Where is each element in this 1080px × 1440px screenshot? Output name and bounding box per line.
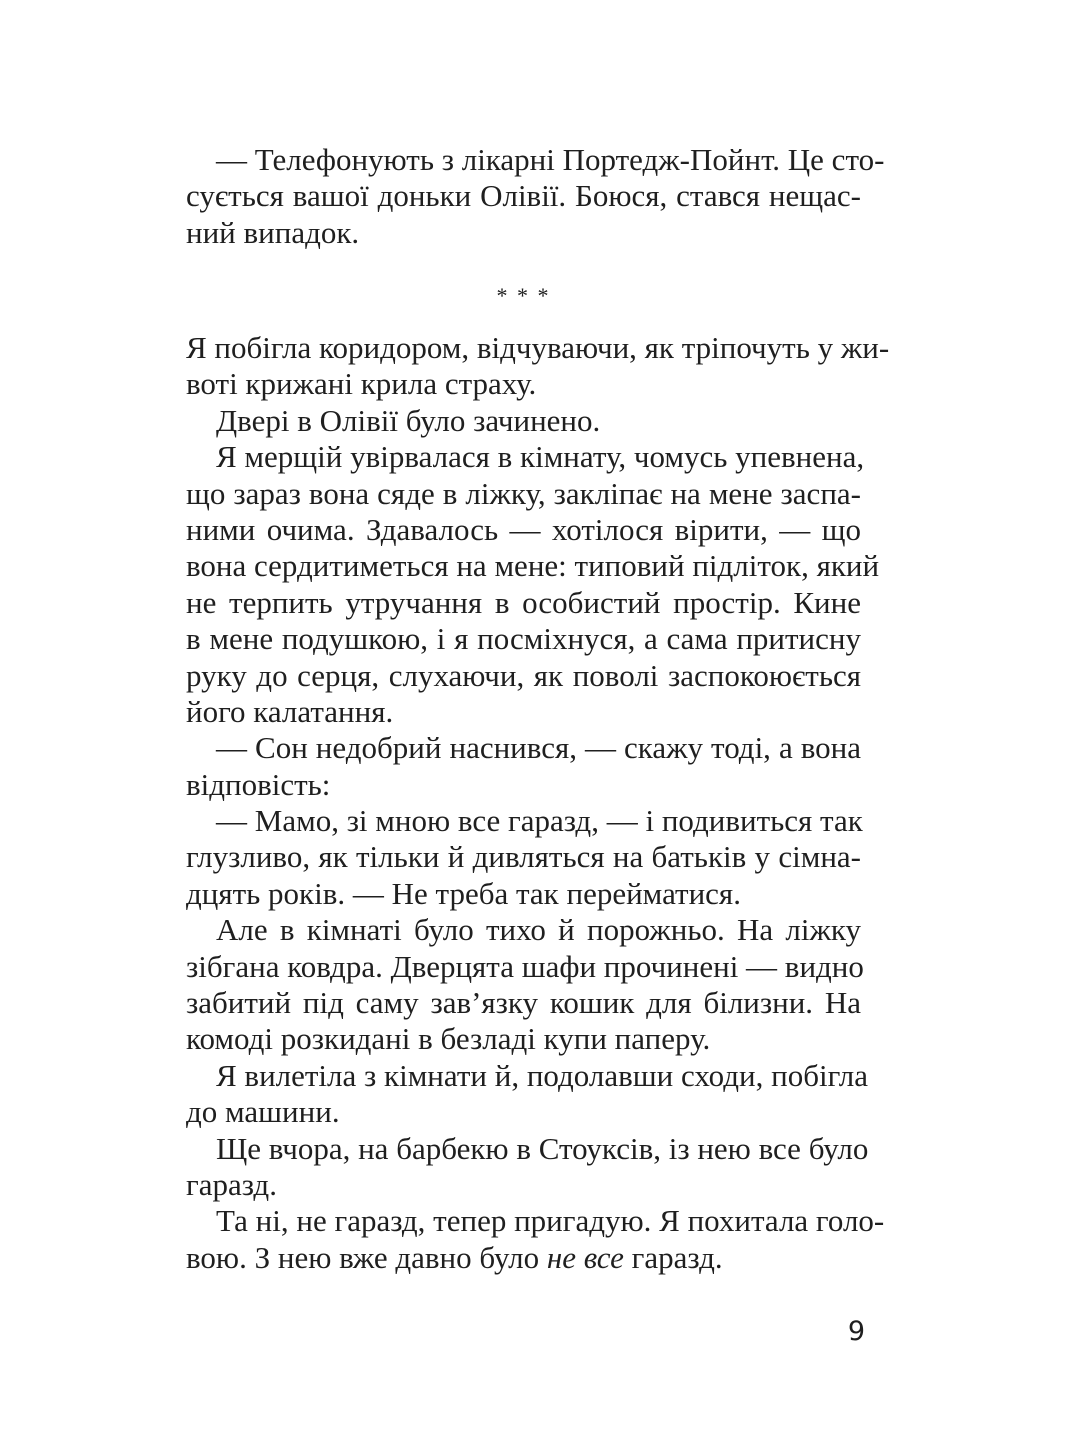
text-line: дцять років. — Не треба так перейматися.: [186, 875, 741, 911]
text-line: — Телефонують з лікарні Портедж-Пойнт. Це сто-: [216, 142, 885, 177]
italic-emphasis: не все: [546, 1239, 624, 1275]
text-line: Та ні, не гаразд, тепер пригадую. Я похитала голо-: [216, 1203, 885, 1239]
text-line: забитий під саму зав’язку кошик для білизни. На: [186, 985, 861, 1021]
text-line: Але в кімнаті було тихо й порожньо. На ліжку: [216, 912, 861, 948]
text-line: — Сон недобрий наснився, — скажу тоді, а вона: [216, 730, 861, 766]
text-fragment: гаразд.: [623, 1239, 723, 1275]
text-line: вона сердитиметься на мене: типовий підліток, який: [186, 548, 880, 584]
text-line-last: [186, 1240, 861, 1276]
text-line: Ще вчора, на барбекю в Стоуксів, із нею все було: [216, 1130, 869, 1166]
text-line: Я побігла коридором, відчуваючи, як тріпочуть у жи-: [186, 330, 890, 365]
text-line: — Мамо, зі мною все гаразд, — і подивиться так: [216, 803, 863, 839]
text-line: руку до серця, слухаючи, як поволі заспокоюється: [186, 657, 861, 693]
text-line: відповість:: [186, 766, 331, 802]
text-line: в мене подушкою, і я посміхнуся, а сама притисну: [186, 621, 861, 657]
text-line: його калатання.: [186, 693, 394, 729]
text-fragment: вою. З нею вже давно було: [186, 1239, 547, 1275]
paragraph-phone-call: [186, 142, 885, 251]
section-separator: * * *: [496, 283, 551, 308]
text-line: глузливо, як тільки й дивляться на батьків у сімна-: [186, 839, 861, 875]
text-line: ний випадок.: [186, 214, 360, 250]
page-number: 9: [847, 1316, 865, 1347]
text-line: Я вилетіла з кімнати й, подолавши сходи, побігла: [216, 1057, 868, 1093]
text-line: воті крижані крила страху.: [186, 366, 537, 402]
text-line: не терпить утручання в особистий простір. Кине: [186, 584, 861, 620]
text-line: комоді розкидані в безладі купи паперу.: [186, 1021, 711, 1057]
text-line: що зараз вона сяде в ліжку, закліпає на мене заспа-: [186, 475, 861, 511]
text-line: зібгана ковдра. Дверцята шафи прочинені — видно: [186, 948, 864, 984]
text-line: гаразд.: [186, 1166, 277, 1202]
text-line: сується вашої доньки Олівії. Боюся, стався нещас-: [186, 178, 861, 214]
text-line: ними очима. Здавалось — хотілося вірити, — що: [186, 511, 861, 547]
text-line: до машини.: [186, 1094, 340, 1130]
text-line: Двері в Олівії було зачинено.: [216, 402, 601, 438]
text-line: Я мерщій увірвалася в кімнату, чомусь упевнена,: [216, 439, 865, 475]
main-text: [186, 330, 890, 1276]
